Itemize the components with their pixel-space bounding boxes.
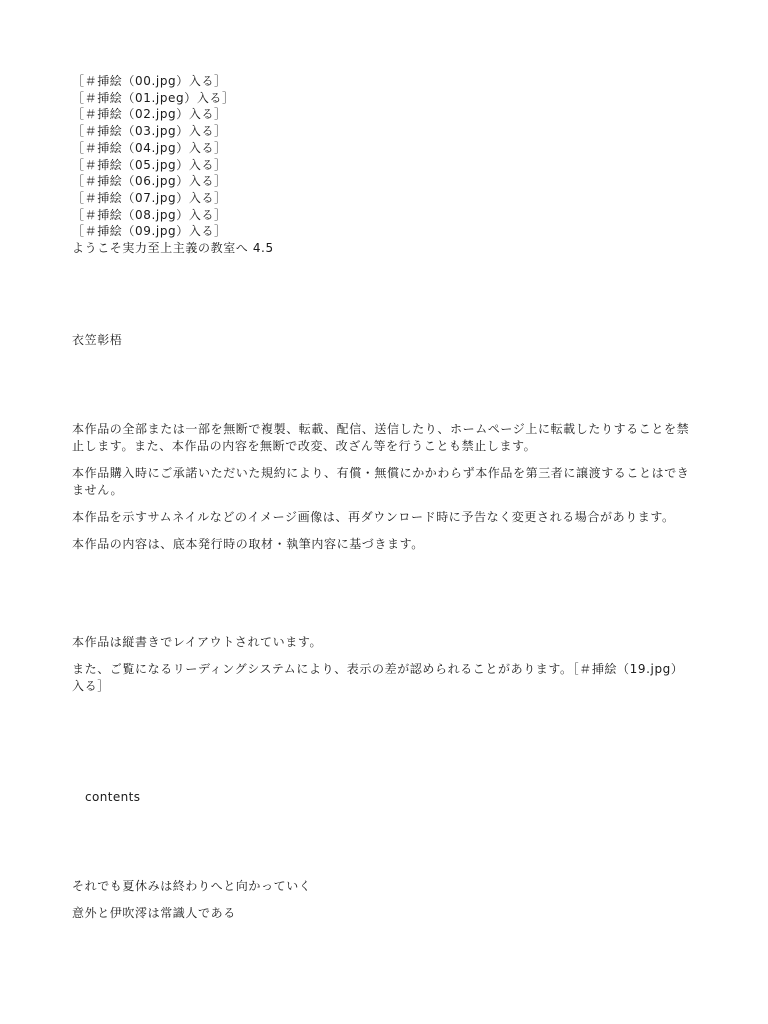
- legal-paragraph: 本作品の全部または一部を無断で複製、転載、配信、送信したり、ホームページ上に転載したりすることを禁止します。また、本作品の内容を無断で改変、改ざん等を行うことも禁止します。: [72, 422, 690, 453]
- layout-note-paragraph: 本作品は縦書きでレイアウトされています。: [72, 635, 323, 649]
- illustration-placeholder: ［＃挿絵（06.jpg）入る］: [72, 174, 227, 189]
- illustration-placeholder-list: [72, 73, 696, 257]
- illustration-placeholder: ［＃挿絵（02.jpg）入る］: [72, 107, 227, 122]
- illustration-placeholder: ［＃挿絵（09.jpg）入る］: [72, 224, 227, 239]
- author-name: 衣笠彰梧: [72, 333, 123, 347]
- table-of-contents: [72, 878, 696, 932]
- layout-note-paragraph: また、ご覧になるリーディングシステムにより、表示の差が認められることがあります。［＃挿絵（19.jpg）入る］: [72, 662, 684, 693]
- legal-paragraph: 本作品を示すサムネイルなどのイメージ画像は、再ダウンロード時に予告なく変更される場合があります。: [72, 510, 675, 524]
- contents-heading: contents: [85, 790, 141, 804]
- illustration-placeholder: ［＃挿絵（08.jpg）入る］: [72, 207, 227, 222]
- legal-notice: [72, 421, 696, 563]
- book-title: ようこそ実力至上主義の教室へ 4.5: [72, 241, 274, 256]
- legal-paragraph: 本作品購入時にご承諾いただいた規約により、有償・無償にかかわらず本作品を第三者に譲渡することはできません。: [72, 466, 690, 497]
- toc-item[interactable]: それでも夏休みは終わりへと向かっていく: [72, 879, 312, 893]
- legal-paragraph: 本作品の内容は、底本発行時の取材・執筆内容に基づきます。: [72, 537, 424, 551]
- illustration-placeholder: ［＃挿絵（07.jpg）入る］: [72, 190, 227, 205]
- illustration-placeholder: ［＃挿絵（01.jpeg）入る］: [72, 90, 235, 105]
- illustration-placeholder: ［＃挿絵（00.jpg）入る］: [72, 74, 227, 88]
- illustration-placeholder: ［＃挿絵（04.jpg）入る］: [72, 140, 227, 155]
- illustration-placeholder: ［＃挿絵（05.jpg）入る］: [72, 157, 227, 172]
- toc-item[interactable]: 意外と伊吹澪は常識人である: [72, 906, 236, 920]
- layout-note: [72, 634, 696, 705]
- illustration-placeholder: ［＃挿絵（03.jpg）入る］: [72, 124, 227, 139]
